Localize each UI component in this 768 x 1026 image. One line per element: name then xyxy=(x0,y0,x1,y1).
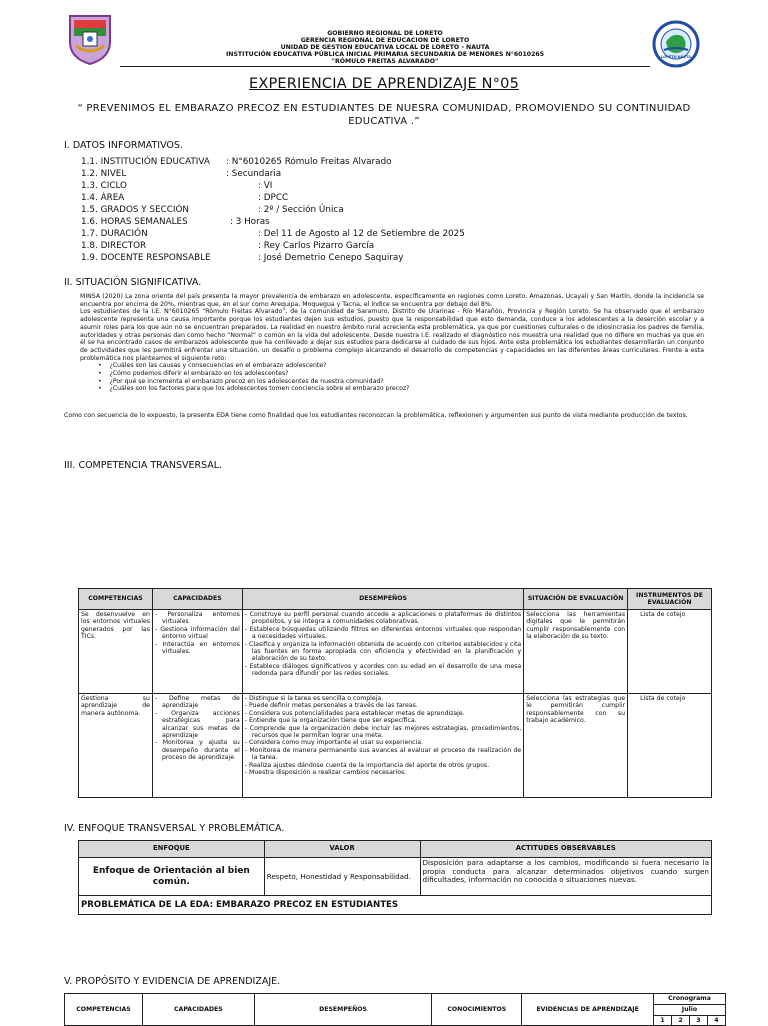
capacidad-item: - Define metas de aprendizaje xyxy=(155,695,240,710)
col-header: CAPACIDADES xyxy=(152,589,242,610)
situacion-paragraph: MINSA (2020) La zona oriente del país presenta la mayor prevalencia de embarazo en adolescente, específicamente en regiones como Loreto, Amazonas, Ucayali y San Martín, donde la incidencia se encuentra por encima de 20%, mientras que, en el sur como Arequipa, Moquegua y Tacna, el índice se encuentra por debajo del 8%. xyxy=(80,293,704,308)
eda-subtitle xyxy=(60,102,708,128)
table-header-row xyxy=(65,994,726,1005)
capacidades-cell xyxy=(152,610,242,694)
problematica-cell: PROBLEMÁTICA DE LA EDA: EMBARAZO PRECOZ EN ESTUDIANTES xyxy=(79,896,712,915)
header-rule xyxy=(120,66,650,67)
datos-value: : Rey Carlos Pizarro García xyxy=(258,241,375,251)
reto-question: • ¿Cómo podemos diferir el embarazo en los adolescentes? xyxy=(98,370,289,378)
table-row xyxy=(79,896,712,915)
reto-question: • ¿Por qué se incrementa el embarazo precoz en los adolescentes de nuestra comunidad? xyxy=(98,377,384,385)
datos-value: : Secundaria xyxy=(226,169,282,179)
datos-label: 1.7. DURACIÓN xyxy=(81,229,148,239)
datos-label: 1.6. HORAS SEMANALES xyxy=(81,217,188,227)
datos-label: 1.9. DOCENTE RESPONSABLE xyxy=(81,253,211,263)
desempeno-item: - Considera como muy importante el usar su experiencia. xyxy=(245,739,521,746)
situacion-paragraph: Los estudiantes de la I.E. N°6010265 “Rómulo Freitas Alvarado”, de la comunidad de Saramuro, Distrito de Urarinas - Río Marañón, Provincia y Región Loreto. Se ha observado que el embarazo adolescente representa una causa importante porque los estudiantes dejen sus estudios, puesto que la responsabilidad que esto demanda, conduce a los adolescentes a la deserción escolar y a asumir roles para los que aún no se encuentran preparados. La realidad en nuestro ámbito rural acrecienta esta problemática, ya que por cuestiones culturales o de idiosincrasia los padres de familia, autoridades y otras personas dan como hecho “Normal” o común en la vida del adolescente. Desde nuestra I.E. realizado el diagnóstico nos muestra una realidad que no difiere en muchas ya que en él se ha encontrado casos de embarazos adolescente que ha conllevado a dejar sus estudios para dedicarse al cuidado de sus hijos. Ante esta problemática los estudiantes desarrollarán un conjunto de actividades que les permitirá enfrentar una situación, un desafío o problema complejo alcanzando el desarrollo de competencias y capacidades en las diferentes áreas curriculares. Frente a esta problemática nos planteamos el siguiente reto: xyxy=(80,308,704,362)
col-header: CAPACIDADES xyxy=(142,994,254,1026)
header-line: INSTITUCIÓN EDUCATIVA PÚBLICA INICIAL PRIMARIA SECUNDARIA DE MENORES N°6010265 xyxy=(226,51,544,58)
col-header: ENFOQUE xyxy=(79,841,265,858)
col-header: INSTRUMENTOS DE EVALUACIÓN xyxy=(628,589,712,610)
situacion-cell: Selecciona las herramientas digitales que le permitirán cumplir responsablemente con la elaboración de su texto. xyxy=(524,610,628,694)
col-header: DESEMPEÑOS xyxy=(254,994,432,1026)
desempeno-item: - Puede definir metas personales a través de las tareas. xyxy=(245,702,521,709)
col-header: CONOCIMIENTOS xyxy=(432,994,522,1026)
competencia-cell: Se desenvuelve en los entornos virtuales generados por las TICs. xyxy=(79,610,153,694)
desempeno-item: - Clasifica y organiza la información obtenida de acuerdo con criterios establecidos y cita las fuentes en forma apropiada con eficiencia y efectividad en la planificación y elaboración de su texto. xyxy=(245,641,521,663)
col-header: VALOR xyxy=(264,841,420,858)
reto-question: • ¿Cuáles son las causas y consecuencias en el embarazo adolescente? xyxy=(98,362,327,370)
instrumento-cell: Lista de cotejo xyxy=(628,694,712,798)
desempeno-item: - Considera sus potencialidades para establecer metas de aprendizaje. xyxy=(245,710,521,717)
header-line: "RÓMULO FREITAS ALVARADO" xyxy=(331,58,439,65)
header-line: GOBIERNO REGIONAL DE LORETO xyxy=(327,30,443,37)
desempeno-item: - Realiza ajustes dándose cuenta de la importancia del aporte de otros grupos. xyxy=(245,762,521,769)
col-header: COMPETENCIAS xyxy=(79,589,153,610)
capacidad-item: - Gestiona información del entorno virtual xyxy=(155,626,240,641)
datos-value: : N°6010265 Rómulo Freitas Alvarado xyxy=(226,157,392,167)
col-header: DESEMPEÑOS xyxy=(242,589,523,610)
ugel-nauta-seal-logo xyxy=(652,20,700,68)
subtitle-line: “ PREVENIMOS EL EMBARAZO PRECOZ EN ESTUDIANTES DE NUESRA COMUNIDAD, PROMOVIENDO SU CONTINUIDAD xyxy=(77,103,691,114)
section-heading-datos: I. DATOS INFORMATIVOS. xyxy=(64,140,183,151)
enfoque-cell: Enfoque de Orientación al bien común. xyxy=(79,858,265,896)
competencia-cell: Gestiona su aprendizaje de manera autónoma. xyxy=(79,694,153,798)
datos-value: : 2º / Sección Única xyxy=(258,205,344,215)
datos-label: 1.4. ÁREA xyxy=(81,193,125,203)
desempeno-item: - Distingue si la tarea es sencilla o compleja. xyxy=(245,695,521,702)
actitudes-cell: Disposición para adaptarse a los cambios, modificando si fuera necesario la propia conducta para alcanzar determinados objetivos cuando surgen dificultades, información no conocida o situaciones nuevas. xyxy=(420,858,711,896)
desempeno-item: - Comprende que la organización debe incluir las mejores estrategias, procedimientos, recursos que le permitan lograr una meta. xyxy=(245,725,521,740)
week-header: 2 xyxy=(671,1016,689,1026)
datos-value: : 3 Horas xyxy=(230,217,270,227)
capacidad-item: - Interactúa en entornos virtuales. xyxy=(155,641,240,656)
table-header-row xyxy=(79,589,712,610)
capacidad-item: - Personaliza entornos virtuales xyxy=(155,611,240,626)
desempeno-item: - Establece búsquedas utilizando filtros en diferentes entornos virtuales que respondan a necesidades virtuales. xyxy=(245,626,521,641)
table-row xyxy=(79,694,712,798)
table-header-row xyxy=(79,841,712,858)
desempeno-item: - Monitorea de manera permanente sus avances al evaluar el proceso de realización de la tarea. xyxy=(245,747,521,762)
reto-question: • ¿Cuáles son los factores para que los adolescentes tomen conciencia sobre el embarazo precoz? xyxy=(98,385,410,393)
subtitle-line: EDUCATIVA .” xyxy=(348,116,420,127)
capacidad-item: - Monitorea y ajusta su desempeño durante el proceso de aprendizaje xyxy=(155,739,240,761)
col-header: COMPETENCIAS xyxy=(65,994,143,1026)
desempenos-cell xyxy=(242,610,523,694)
institution-header xyxy=(180,30,590,66)
enfoque-transversal-table xyxy=(78,840,712,915)
section-heading-proposito: V. PROPÓSITO Y EVIDENCIA DE APRENDIZAJE. xyxy=(64,976,281,987)
datos-value: : DPCC xyxy=(258,193,289,203)
datos-value: : VI xyxy=(258,181,273,191)
col-header: ACTITUDES OBSERVABLES xyxy=(420,841,711,858)
week-header: 1 xyxy=(654,1016,672,1026)
table-row xyxy=(79,858,712,896)
datos-label: 1.5. GRADOS Y SECCIÓN xyxy=(81,205,189,215)
competencia-transversal-table xyxy=(78,588,712,798)
desempeno-item: - Construye su perfil personal cuando accede a aplicaciones o plataformas de distintos propósitos, y se integra a comunidades colaborativas. xyxy=(245,611,521,626)
seal-caption: LORETO NAUTA xyxy=(661,55,691,59)
regional-crest-logo xyxy=(66,12,114,66)
section-heading-competencia: III. COMPETENCIA TRANSVERSAL. xyxy=(64,460,223,471)
situacion-significativa-text xyxy=(80,293,704,393)
table-row xyxy=(79,610,712,694)
datos-label: 1.8. DIRECTOR xyxy=(81,241,147,251)
datos-label: 1.2. NIVEL xyxy=(81,169,127,179)
desempeno-item: - Establece diálogos significativos y acordes con su edad en el desarrollo de una mesa redonda para difundir por las redes sociales. xyxy=(245,663,521,678)
page-title: EXPERIENCIA DE APRENDIZAJE N°05 xyxy=(248,76,520,92)
col-header: EVIDENCIAS DE APRENDIZAJE xyxy=(522,994,654,1026)
month-header: Julio xyxy=(654,1005,726,1016)
situacion-conclusion: Como con secuencia de lo expuesto, la presente EDA tiene como finalidad que los estudiantes reconozcan la problemática, reflexionen y argumenten sus punto de vista mediante producción de textos. xyxy=(64,412,688,419)
capacidad-item: - Organiza acciones estratégicas para alcanzar sus metas de aprendizaje xyxy=(155,710,240,740)
desempeno-item: - Muestra disposición a realizar cambios necesarios. xyxy=(245,769,521,776)
cronograma-header: Cronograma xyxy=(654,994,726,1005)
col-header: SITUACIÓN DE EVALUACIÓN xyxy=(524,589,628,610)
week-header: 4 xyxy=(707,1016,725,1026)
section-heading-situacion: II. SITUACIÓN SIGNIFICATIVA. xyxy=(64,277,202,288)
desempenos-cell xyxy=(242,694,523,798)
datos-value: : Del 11 de Agosto al 12 de Setiembre de 2025 xyxy=(258,229,465,239)
week-header: 3 xyxy=(689,1016,707,1026)
section-heading-enfoque: IV. ENFOQUE TRANSVERSAL Y PROBLEMÁTICA. xyxy=(64,823,285,834)
datos-value: : José Demetrio Cenepo Saquiray xyxy=(258,253,404,263)
datos-label: 1.3. CICLO xyxy=(81,181,127,191)
desempeno-item: - Entiende que la organización tiene que ser específica. xyxy=(245,717,521,724)
datos-label: 1.1. INSTITUCIÓN EDUCATIVA xyxy=(81,157,210,167)
instrumento-cell: Lista de cotejo xyxy=(628,610,712,694)
valor-cell: Respeto, Honestidad y Responsabilidad. xyxy=(264,858,420,896)
proposito-table xyxy=(64,993,726,1026)
header-line: GERENCIA REGIONAL DE EDUCACION DE LORETO xyxy=(300,37,470,44)
capacidades-cell xyxy=(152,694,242,798)
situacion-cell: Selecciona las estrategias que le permitirán cumplir responsablemente con su trabajo académico. xyxy=(524,694,628,798)
header-line: UNIDAD DE GESTION EDUCATIVA LOCAL DE LORETO - NAUTA xyxy=(280,44,490,51)
